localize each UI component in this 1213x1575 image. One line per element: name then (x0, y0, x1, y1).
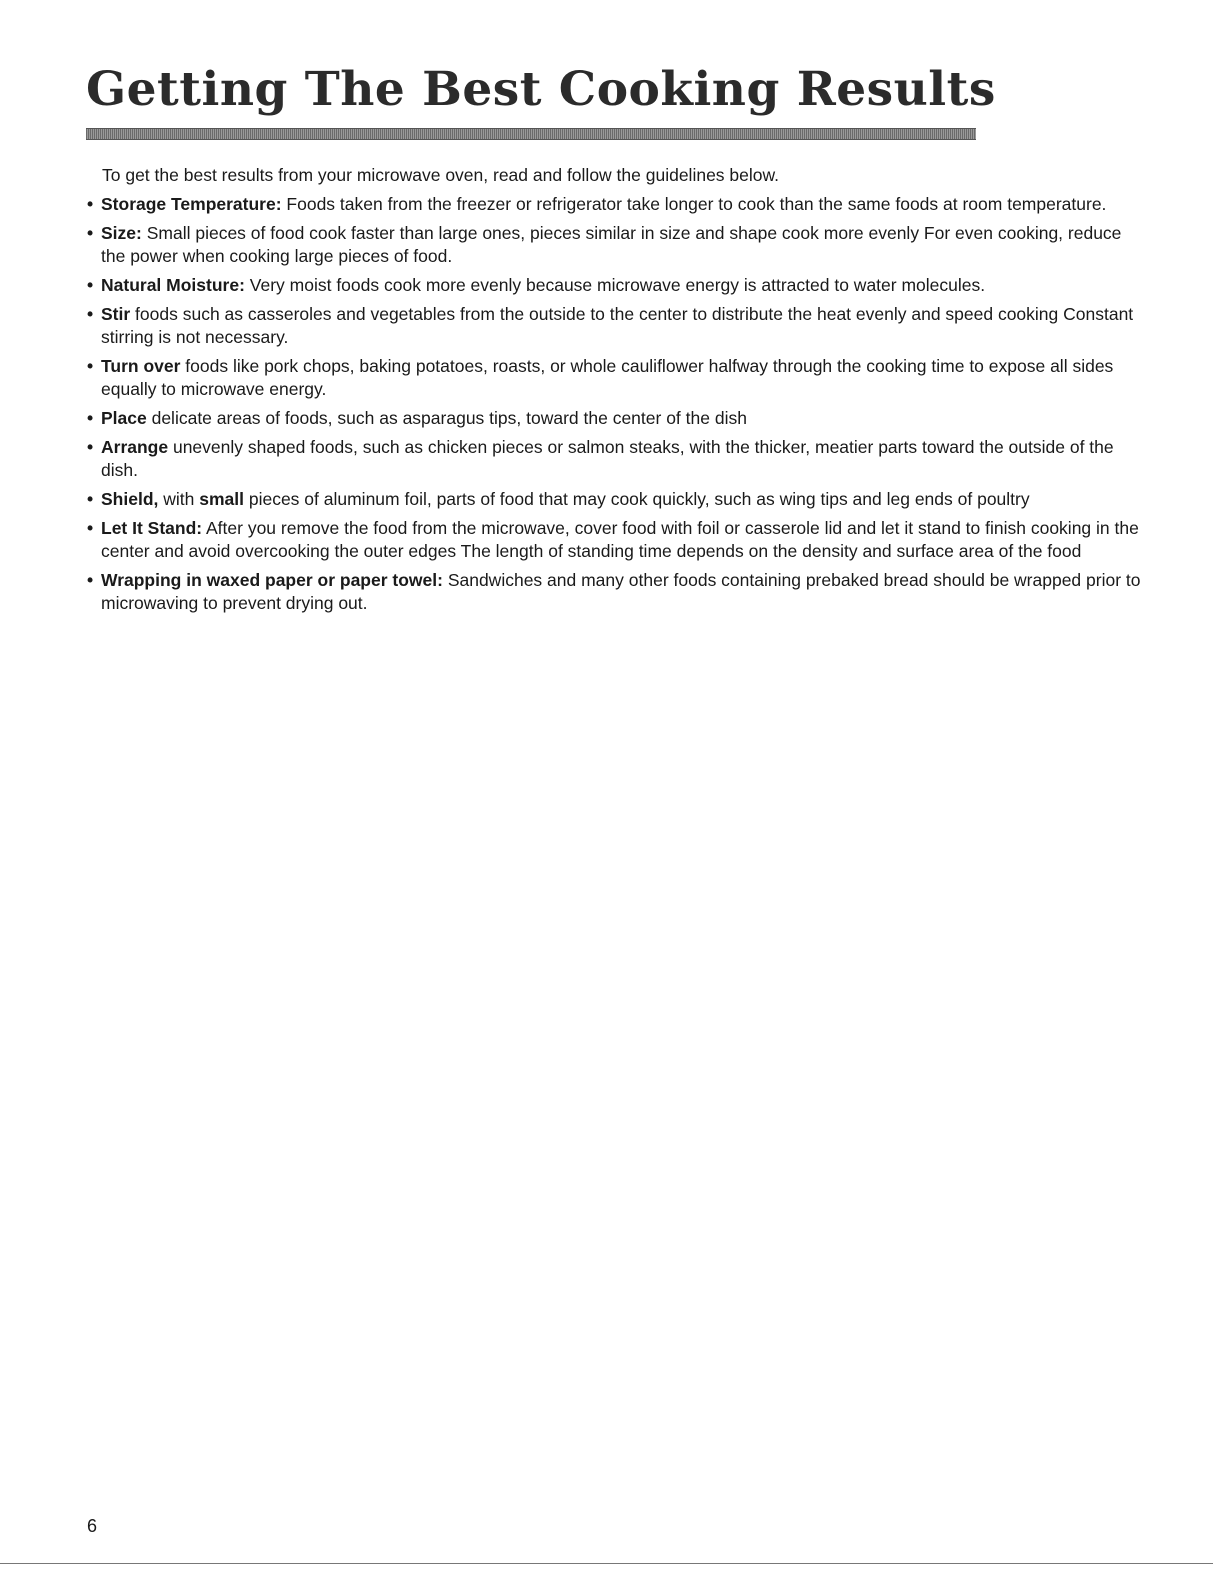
tip-text: with (158, 489, 200, 509)
tip-stir (87, 303, 1147, 349)
intro-text: To get the best results from your microwave oven, read and follow the guidelines below. (102, 165, 780, 185)
title-underline (86, 128, 976, 140)
tip-text-continued: pieces of aluminum foil, parts of food that may cook quickly, such as wing tips and leg ends of poultry (243, 489, 1030, 509)
tip-arrange (87, 436, 1147, 482)
bullet-icon: • (87, 304, 94, 324)
bullet-icon: • (87, 194, 94, 214)
bullet-icon: • (87, 570, 94, 590)
tip-text: Small pieces of food cook faster than large ones, pieces similar in size and shape cook more evenly For even cooking, reduce the power when cooking large pieces of food. (101, 223, 1122, 266)
tip-text: delicate areas of foods, such as asparagus tips, toward the center of the dish (146, 408, 747, 428)
tip-natural-moisture (87, 274, 1147, 297)
page-title: Getting The Best Cooking Results (86, 62, 996, 117)
tip-term: Wrapping in waxed paper or paper towel: (101, 570, 443, 590)
bullet-icon: • (87, 408, 94, 428)
tip-term: Stir (101, 304, 131, 324)
tip-text: After you remove the food from the microwave, cover food with foil or casserole lid and let it stand to finish cooking in the center and avoid overcooking the outer edges The length of standing time depends on the density and surface area of the food (101, 518, 1139, 561)
tip-term: Arrange (101, 437, 169, 457)
tip-term: Storage Temperature: (101, 194, 282, 214)
tip-text: Sandwiches and many other foods containing prebaked bread should be wrapped prior to microwaving to prevent drying out. (101, 570, 1141, 613)
tip-text: unevenly shaped foods, such as chicken pieces or salmon steaks, with the thicker, meatier parts toward the outside of the dish. (101, 437, 1114, 480)
tip-term: Turn over (101, 356, 181, 376)
tip-term: Natural Moisture: (101, 275, 245, 295)
tip-let-it-stand (87, 517, 1147, 563)
tip-shield (87, 488, 1147, 511)
page-number: 6 (87, 1516, 98, 1536)
bottom-rule (0, 1563, 1213, 1564)
tips-list (87, 193, 1147, 615)
tip-storage-temperature (87, 193, 1147, 216)
bullet-icon: • (87, 275, 94, 295)
tip-term: Place (101, 408, 147, 428)
guidelines-section (87, 164, 1147, 621)
tip-wrapping (87, 569, 1147, 615)
tip-turn-over (87, 355, 1147, 401)
bullet-icon: • (87, 223, 94, 243)
tip-text: Very moist foods cook more evenly because microwave energy is attracted to water molecules. (244, 275, 986, 295)
tip-term-emphasis: small (199, 489, 244, 509)
tip-place (87, 407, 1147, 430)
tip-text: foods like pork chops, baking potatoes, roasts, or whole cauliflower halfway through the cooking time to expose all sides equally to microwave energy. (101, 356, 1114, 399)
bullet-icon: • (87, 518, 94, 538)
tip-text: foods such as casseroles and vegetables from the outside to the center to distribute the heat evenly and speed cooking Constant stirring is not necessary. (101, 304, 1134, 347)
bullet-icon: • (87, 437, 94, 457)
tip-term: Shield, (101, 489, 159, 509)
tip-text: Foods taken from the freezer or refrigerator take longer to cook than the same foods at room temperature. (281, 194, 1107, 214)
tip-size (87, 222, 1147, 268)
bullet-icon: • (87, 356, 94, 376)
bullet-icon: • (87, 489, 94, 509)
tip-term: Size: (101, 223, 142, 243)
tip-term: Let It Stand: (101, 518, 203, 538)
